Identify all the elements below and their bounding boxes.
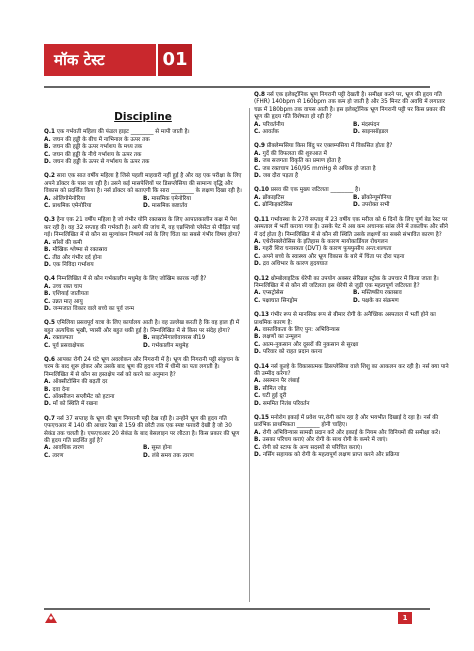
option-text: जघन की हड्डी के बीच में नाभिनाल के ऊपर तक bbox=[52, 136, 150, 143]
column-divider bbox=[249, 108, 250, 602]
option-letter: C. bbox=[254, 341, 261, 348]
question-text bbox=[254, 143, 452, 150]
question-body: गंभीर रूप से मानसिक रूप से बीमार रोगी के अनैच्छिक अस्पताल में भर्ती होने का प्राथमिक कारण है: bbox=[254, 312, 436, 326]
option-letter: D. bbox=[254, 400, 261, 407]
option-text: एथेरोस्क्लेरोसिस के इतिहास के कारण मायोकार्डियल रोधगलन bbox=[262, 238, 388, 245]
option-text: मासमिक कष्टार्तव bbox=[151, 203, 188, 210]
option[interactable] bbox=[44, 262, 242, 269]
question-body: सारा एक सात वर्षीय महिला है जिसे पहली माहवारी नहीं हुई है और वह एक परीक्षा के लिए अपने डॉक्टर के पास जा रही है। उसने कई मासपेशियों पर डिसप्लेसिया की सामान्य वृद्धि और विकास को प्रदर्शित किया है। नर्स डॉक्टर को बताएगी कि सारा ________ के लक्षण दिखा रही है। bbox=[44, 173, 242, 195]
question bbox=[254, 364, 452, 408]
option-text: दवा देना bbox=[52, 386, 70, 393]
option-text: मंदस्पंदन bbox=[361, 121, 380, 128]
question-text bbox=[44, 357, 242, 379]
option-letter: D. bbox=[254, 349, 261, 356]
question-number: Q.1 bbox=[44, 129, 55, 136]
options bbox=[254, 122, 452, 137]
option-text: एक निविदा गर्भाशय bbox=[52, 261, 94, 268]
option-letter: D. bbox=[44, 261, 51, 268]
question-body: थ्रोम्बोलाइटिक थेरेपी का उपयोग अक्सर सेरिब्रल स्ट्रोक के उपचार में किया जाता है। निम्नलिखित में से कौन सी जटिलता इस थेरेपी से जुड़ी एक महत्वपूर्ण जटिलता है? bbox=[254, 275, 439, 289]
option-text: रोगी को स्टाफ के अन्य सदस्यों से परिचित कराएं। bbox=[262, 444, 363, 451]
question-number: Q.5 bbox=[44, 320, 55, 327]
header-rule bbox=[44, 86, 430, 88]
question-text bbox=[254, 415, 452, 430]
option[interactable] bbox=[254, 298, 353, 305]
question-text bbox=[44, 173, 242, 195]
option-letter: A. bbox=[44, 283, 51, 290]
option-letter: A. bbox=[254, 326, 261, 333]
option-text: ऑक्सीटोसिन की बढ़ती दर bbox=[52, 379, 108, 386]
option-letter: B. bbox=[254, 334, 261, 341]
option[interactable] bbox=[44, 152, 242, 159]
question-body: निम्नलिखित में से कौन गर्भकालीन मधुमेह के लिए जोखिम कारक नहीं है? bbox=[56, 276, 207, 283]
question-text bbox=[254, 92, 452, 122]
option-text: जब दौरा पड़ता है bbox=[262, 173, 299, 180]
option-text: जब रक्तचाप 160/95 mmHg से अधिक हो जाता है bbox=[262, 165, 376, 172]
option-letter: D. bbox=[44, 159, 51, 166]
option-letter: B. bbox=[353, 194, 360, 201]
option-letter: B. bbox=[44, 144, 51, 151]
options bbox=[254, 430, 452, 460]
option[interactable] bbox=[44, 299, 242, 306]
option-letter: A. bbox=[254, 378, 261, 385]
option[interactable] bbox=[254, 254, 452, 261]
option-letter: A. bbox=[44, 195, 51, 202]
question bbox=[44, 129, 242, 166]
question-body: प्रसव की एक मुख्य जटिलता ________ है। bbox=[270, 187, 361, 194]
options bbox=[44, 335, 242, 350]
options bbox=[254, 327, 452, 357]
option[interactable] bbox=[143, 343, 242, 350]
option-text: लक्षणों का उन्मूलन bbox=[262, 334, 301, 341]
option-text: अपने बच्चे के स्वास्थ्य और भ्रूण विकास के बारे में चिंता पर दौरा पड़ना bbox=[262, 253, 405, 260]
question-body: नर्स 37 सप्ताह के भ्रूण की भ्रूण निगरानी पट्टी देख रही है। उन्होंने भ्रूण की हृदय गति एफएचआर में 140 की आधार रेखा से 159 की छोटी तक एक स्पष्ट फरवरी देखी है जो 30 सेकंड तक चलती है। एफएचआर 20 सेकंड के बाद बेसलाइन पर लौटता है। किस प्रकार की भ्रूण की हृदय गति प्रदर्शित हुई है? bbox=[44, 415, 240, 445]
option-text: साँसों की कमी bbox=[52, 239, 83, 246]
option-letter: D. bbox=[254, 452, 261, 459]
question-number: Q.2 bbox=[44, 173, 55, 180]
option[interactable] bbox=[254, 166, 452, 173]
option-text: आवर्तक bbox=[262, 129, 279, 136]
option[interactable] bbox=[44, 159, 242, 166]
question bbox=[44, 416, 242, 460]
option-text: उन्नत मातृ आयु bbox=[52, 298, 83, 305]
option-letter: C. bbox=[44, 394, 51, 400]
option-text: जन्मजात विकार वाले बच्चे का पूर्व जन्म bbox=[52, 305, 135, 312]
option-letter: A. bbox=[44, 445, 51, 452]
question-text bbox=[254, 312, 452, 327]
option[interactable] bbox=[254, 437, 452, 444]
option-letter: C. bbox=[44, 151, 51, 158]
question-number: Q.11 bbox=[254, 216, 269, 223]
option[interactable] bbox=[254, 246, 452, 253]
option-letter: C. bbox=[254, 393, 261, 400]
option-text: असमान पैर लंबाई bbox=[262, 378, 300, 385]
option-text: द्रव अधिभार के कारण हृदयघात bbox=[262, 261, 328, 268]
option-letter: D. bbox=[143, 342, 150, 349]
question-body: मनोरोग इकाई में प्रवेश पर,रोगी कांप रहा है और भयभीत दिखाई दे रहा है। नर्स की प्रारंभिक प्राथमिकता ________ होनी चाहिए। bbox=[254, 415, 439, 429]
option[interactable] bbox=[143, 335, 242, 342]
option-letter: B. bbox=[44, 386, 51, 393]
option-letter: C. bbox=[254, 129, 261, 136]
option[interactable] bbox=[254, 452, 452, 459]
question-body: प्रीक्लेम्पसिया किस बिंदु पर एक्लम्पसिया में विकसित होता है? bbox=[266, 143, 393, 150]
option-letter: D. bbox=[353, 297, 360, 304]
question bbox=[44, 357, 242, 409]
left-column bbox=[44, 92, 242, 467]
options bbox=[254, 290, 452, 305]
option[interactable] bbox=[44, 203, 143, 210]
option[interactable] bbox=[353, 290, 452, 297]
option-text: एशियाई जातीयता bbox=[52, 291, 89, 298]
option-letter: B. bbox=[254, 437, 261, 444]
option-text: मस्तिष्कीय रक्तस्राव bbox=[361, 290, 402, 297]
question-body: नर्स कूल्हे के विकासात्मक डिसप्लेसिया वाले शिशु का आकलन कर रही है। नर्स क्या पाने की उम्मीद करेगा? bbox=[254, 363, 449, 377]
question-body: गर्भावस्था के 27वें सप्ताह में 23 वर्षीय एक मरीज को 6 दिनों के लिए पूर्ण बेड रेस्ट पर अस्पताल में भर्ती कराया गया है। उसके पेट में अब कम अचानक सांस लेने में तकलीफ और सीने में दर्द होता है। निम्नलिखित में से कौन सी स्थिति उसके लक्षणों का सबसे संभावित कारण है? bbox=[254, 216, 448, 238]
option[interactable] bbox=[254, 445, 452, 452]
option-letter: B. bbox=[353, 121, 360, 128]
question-number: Q.15 bbox=[254, 415, 269, 422]
question-number: Q.8 bbox=[254, 92, 265, 98]
option-text: जघन की हड्डी के नीचे गर्भाशय के ऊपर तक bbox=[52, 151, 142, 158]
question-text bbox=[44, 129, 242, 136]
question-number: Q.7 bbox=[44, 415, 55, 422]
question-text bbox=[254, 217, 452, 239]
option-text: पूर्व प्रसवाक्षेपक bbox=[52, 342, 84, 349]
option-letter: C. bbox=[44, 203, 51, 210]
option-letter: A. bbox=[254, 290, 261, 297]
question-text bbox=[254, 187, 452, 194]
question bbox=[254, 415, 452, 459]
option-text: साइटोमेगालोवायरस बी19 bbox=[151, 335, 206, 342]
option-letter: D. bbox=[143, 452, 150, 459]
question-body: नर्स एक इलेक्ट्रॉनिक भ्रूण निगरानी पट्टी देखती है। समीक्षा करने पर, भ्रूण की हृदय गति (FHR) 140bpm से 160bpm तक कम हो जाती है और 35 मिनट की अवधि में लगातार चक्र में 180bpm तक वापस आती है। इस इलेक्ट्रॉनिक भ्रूण निगरानी पट्टी पर किस प्रकार की भ्रूण की हृदय गति विशेषता हो रही है? bbox=[254, 92, 446, 121]
option[interactable] bbox=[254, 290, 353, 297]
option[interactable] bbox=[44, 291, 242, 298]
option[interactable] bbox=[143, 196, 242, 203]
option-letter: B. bbox=[254, 246, 261, 253]
options bbox=[44, 445, 242, 460]
question bbox=[254, 276, 452, 306]
option-text: मौखिक श्लेष्मा से रक्तस्राव bbox=[52, 247, 108, 254]
option[interactable] bbox=[44, 445, 143, 452]
option-letter: C. bbox=[254, 165, 261, 172]
option-text: घटी हुई दूरी bbox=[262, 393, 287, 400]
option-text: ऑक्सीजन सप्लीमेंट को हटाना bbox=[52, 394, 115, 400]
option-text: जघन की हड्डी के ऊपर से गर्भाशय के ऊपर तक bbox=[52, 159, 150, 166]
option[interactable] bbox=[254, 401, 452, 408]
option-text: गहरी शिरा घनास्त्रता (DVT) के कारण फुफ्फुसीय अन्त:शल्यता bbox=[262, 246, 392, 253]
option-text: नर्सिंग सहायक को रोगी के महत्वपूर्ण लक्षण प्राप्त करने और प्रक्रिया bbox=[262, 452, 400, 459]
option-letter: C. bbox=[44, 254, 51, 261]
option-letter: B. bbox=[254, 385, 261, 392]
page-number: 1 bbox=[398, 612, 412, 624]
options bbox=[44, 284, 242, 314]
option[interactable] bbox=[254, 173, 452, 180]
question-body: एक गर्भवती महिला की फंडल हाइट ________ से मापी जाती है। bbox=[56, 129, 190, 136]
option-letter: C. bbox=[254, 202, 261, 209]
option-letter: B. bbox=[143, 445, 150, 452]
option-letter: A. bbox=[254, 238, 261, 245]
question bbox=[254, 92, 452, 136]
option[interactable] bbox=[44, 335, 143, 342]
question-text bbox=[44, 320, 242, 335]
options bbox=[44, 196, 242, 211]
option-text: लंबे समय तक त्वरण bbox=[151, 452, 194, 459]
option-text: जघन की हड्डी के ऊपर गर्भाशय के मध्य तक bbox=[52, 144, 143, 151]
option-text: परिवार को राहत प्रदान करना bbox=[262, 349, 323, 356]
option[interactable] bbox=[254, 158, 452, 165]
question bbox=[44, 320, 242, 350]
option-text: ओलिगोमेनोरिया bbox=[52, 195, 86, 202]
question-body: आपका रोगी 24 घंटे भ्रूण अवलोकन और निगरानी में है। भ्रूण की निगरानी पट्टी संकुचन के चरम के बाद शुरू होकर और उसके बाद भ्रूण की हृदय गति में धीमी का पता लगाती है। निम्नलिखित में से कौन सा हस्तक्षेप नर्स को करने का अनुमान है? bbox=[44, 356, 240, 378]
question-text bbox=[44, 416, 242, 446]
question bbox=[254, 217, 452, 269]
option[interactable] bbox=[353, 298, 452, 305]
question-number: Q.14 bbox=[254, 363, 269, 370]
option-text: परिवर्तनीय bbox=[262, 121, 285, 128]
option[interactable] bbox=[254, 261, 452, 268]
option[interactable] bbox=[44, 379, 242, 386]
option-letter: B. bbox=[143, 335, 150, 342]
option-letter: C. bbox=[44, 342, 51, 349]
option-text: साइनसॉइडल bbox=[361, 129, 389, 136]
option-letter: B. bbox=[44, 247, 51, 254]
option-letter: D. bbox=[44, 305, 51, 312]
question-text bbox=[254, 364, 452, 379]
question-number: Q.3 bbox=[44, 217, 55, 224]
option[interactable] bbox=[254, 122, 353, 129]
option-letter: A. bbox=[254, 429, 261, 436]
option-letter: A. bbox=[254, 121, 261, 128]
question bbox=[44, 217, 242, 269]
option-text: रोगी अभिविन्यास सामग्री प्रदान करें और इकाई के नियम और विनियमों की समीक्षा करें। bbox=[262, 429, 441, 436]
question-number: Q.12 bbox=[254, 275, 269, 282]
question bbox=[44, 173, 242, 210]
options bbox=[254, 151, 452, 181]
options bbox=[44, 137, 242, 167]
question bbox=[254, 143, 452, 180]
option[interactable] bbox=[254, 129, 353, 136]
option-text: गर्भकालीन मधुमेह bbox=[151, 342, 189, 349]
option-letter: D. bbox=[353, 202, 360, 209]
option-letter: A. bbox=[44, 379, 51, 386]
option-letter: C. bbox=[44, 298, 51, 305]
option[interactable] bbox=[353, 122, 452, 129]
option-letter: D. bbox=[254, 261, 261, 268]
option-text: ब्रोंकाइटिस bbox=[262, 194, 285, 201]
options bbox=[44, 240, 242, 270]
option-letter: B. bbox=[44, 291, 51, 298]
option-letter: D. bbox=[254, 173, 261, 180]
option-text: वास्तविकता के लिए पुन: अभिविन्यास bbox=[262, 326, 340, 333]
option-text: मासमिक एमेनोरिया bbox=[151, 195, 192, 202]
option[interactable] bbox=[44, 196, 143, 203]
option-text: उसका परिचय कराएं और रोगी के साथ रोगी के कमरे में जाएं। bbox=[262, 437, 388, 444]
question-text bbox=[44, 276, 242, 283]
option-letter: C. bbox=[44, 452, 51, 459]
option[interactable] bbox=[44, 284, 242, 291]
option-text: सुस्त होना bbox=[151, 445, 172, 452]
option[interactable] bbox=[44, 453, 143, 460]
option[interactable] bbox=[44, 247, 242, 254]
option[interactable] bbox=[44, 144, 242, 151]
option-letter: C. bbox=[254, 444, 261, 451]
option[interactable] bbox=[44, 343, 143, 350]
question-number: Q.9 bbox=[254, 143, 265, 150]
option-text: गुर्दे की विफलता की शुरुआत में bbox=[262, 150, 327, 157]
option[interactable] bbox=[353, 202, 452, 209]
option-letter: D. bbox=[44, 401, 51, 408]
option[interactable] bbox=[143, 445, 242, 452]
option-text: त्वरण bbox=[52, 452, 64, 459]
options bbox=[254, 239, 452, 269]
question-number: Q.10 bbox=[254, 187, 269, 194]
question-number: Q.4 bbox=[44, 276, 55, 283]
option-text: तीव्र और गंभीर दर्द होना bbox=[52, 254, 102, 261]
option-text: आवधिक त्वरण bbox=[52, 445, 84, 452]
option[interactable] bbox=[44, 401, 242, 408]
options bbox=[44, 379, 242, 409]
question-number: Q.6 bbox=[44, 356, 55, 363]
footer-rule bbox=[44, 608, 430, 610]
question bbox=[254, 312, 452, 356]
option-letter: C. bbox=[254, 297, 261, 304]
option-text: प्राथमिक एमेनोरिया bbox=[52, 203, 92, 210]
option-text: आत्म-नुकसान और दूसरों की नुकसान से सुरक्षा bbox=[262, 341, 359, 348]
question-text bbox=[44, 217, 242, 239]
option[interactable] bbox=[44, 255, 242, 262]
options bbox=[254, 195, 452, 210]
options bbox=[254, 378, 452, 408]
option[interactable] bbox=[254, 334, 452, 341]
option[interactable] bbox=[44, 240, 242, 247]
option[interactable] bbox=[143, 203, 242, 210]
banner-title: मॉक टेस्ट bbox=[44, 44, 156, 76]
option-letter: A. bbox=[44, 335, 51, 342]
option-letter: A. bbox=[44, 136, 51, 143]
option-letter: B. bbox=[353, 290, 360, 297]
question-number: Q.13 bbox=[254, 312, 269, 319]
option-text: माँ को स्थिति में रखना bbox=[52, 401, 98, 408]
option-text: ब्रोंकोन्यूमोनिया bbox=[361, 194, 392, 201]
option-text: उच्च रक्त चाप bbox=[52, 283, 83, 290]
option-text: उपरोक्त सभी bbox=[361, 202, 390, 209]
option-letter: A. bbox=[254, 150, 261, 157]
question bbox=[44, 276, 242, 313]
option-text: पक्षाघात सिनड्रोम bbox=[262, 297, 298, 304]
mock-test-banner bbox=[44, 44, 192, 76]
option-text: रक्ताल्पता bbox=[52, 335, 74, 342]
question-text bbox=[254, 276, 452, 291]
option-text: एप्सट्रोसेस bbox=[262, 290, 284, 297]
option-letter: D. bbox=[143, 203, 150, 210]
option-letter: A. bbox=[254, 194, 261, 201]
option[interactable] bbox=[254, 378, 452, 385]
option[interactable] bbox=[353, 129, 452, 136]
question bbox=[254, 187, 452, 209]
option-letter: C. bbox=[254, 253, 261, 260]
option-text: ब्रोन्किइक्टेसिस bbox=[262, 202, 293, 209]
option[interactable] bbox=[44, 387, 242, 394]
right-column bbox=[254, 92, 452, 466]
question-body: हैना एक 21 वर्षीय महिला है जो गंभीर योनि रक्तस्राव के लिए आपातकालीन कक्ष में पेश कर रही है। वह 32 सप्ताह की गर्भवती है। आगे की जांच में, वह एब्रप्शियो प्लेसेंटा से पीड़ित पाई गई। निम्नलिखित में से कौन सा मूल्यांकन निष्कर्ष नर्स के लिए चिंता का सबसे गंभीर विषय होगा? bbox=[44, 217, 241, 239]
option-text: सीमित जोड़ bbox=[262, 385, 287, 392]
question-body: एमिलिया प्रसवपूर्व यात्रा के लिए कार्यालय आती है। वह उल्लेख करती है कि वह हाल ही में बहुत अत्यधिक भूखी, प्यासी और बहुत थकी हुई है। निम्नलिखित में से किस पर संदेह होगा? bbox=[44, 320, 240, 334]
option-letter: B. bbox=[143, 195, 150, 202]
option[interactable] bbox=[254, 393, 452, 400]
logo-icon bbox=[44, 612, 58, 624]
option-letter: D. bbox=[353, 129, 360, 136]
option[interactable] bbox=[143, 453, 242, 460]
banner-number: 01 bbox=[158, 44, 192, 76]
option-letter: A. bbox=[44, 239, 51, 246]
option[interactable] bbox=[254, 349, 452, 356]
option-letter: B. bbox=[254, 158, 261, 165]
option-text: जब सजगता विकृति का प्रमाण होता है bbox=[262, 158, 341, 165]
option[interactable] bbox=[254, 202, 353, 209]
option[interactable] bbox=[44, 306, 242, 313]
option-text: सममित नितंब परिवर्तन bbox=[262, 400, 310, 407]
section-title: Discipline bbox=[114, 111, 172, 123]
option-text: पक्षके का संक्रमण bbox=[361, 297, 399, 304]
